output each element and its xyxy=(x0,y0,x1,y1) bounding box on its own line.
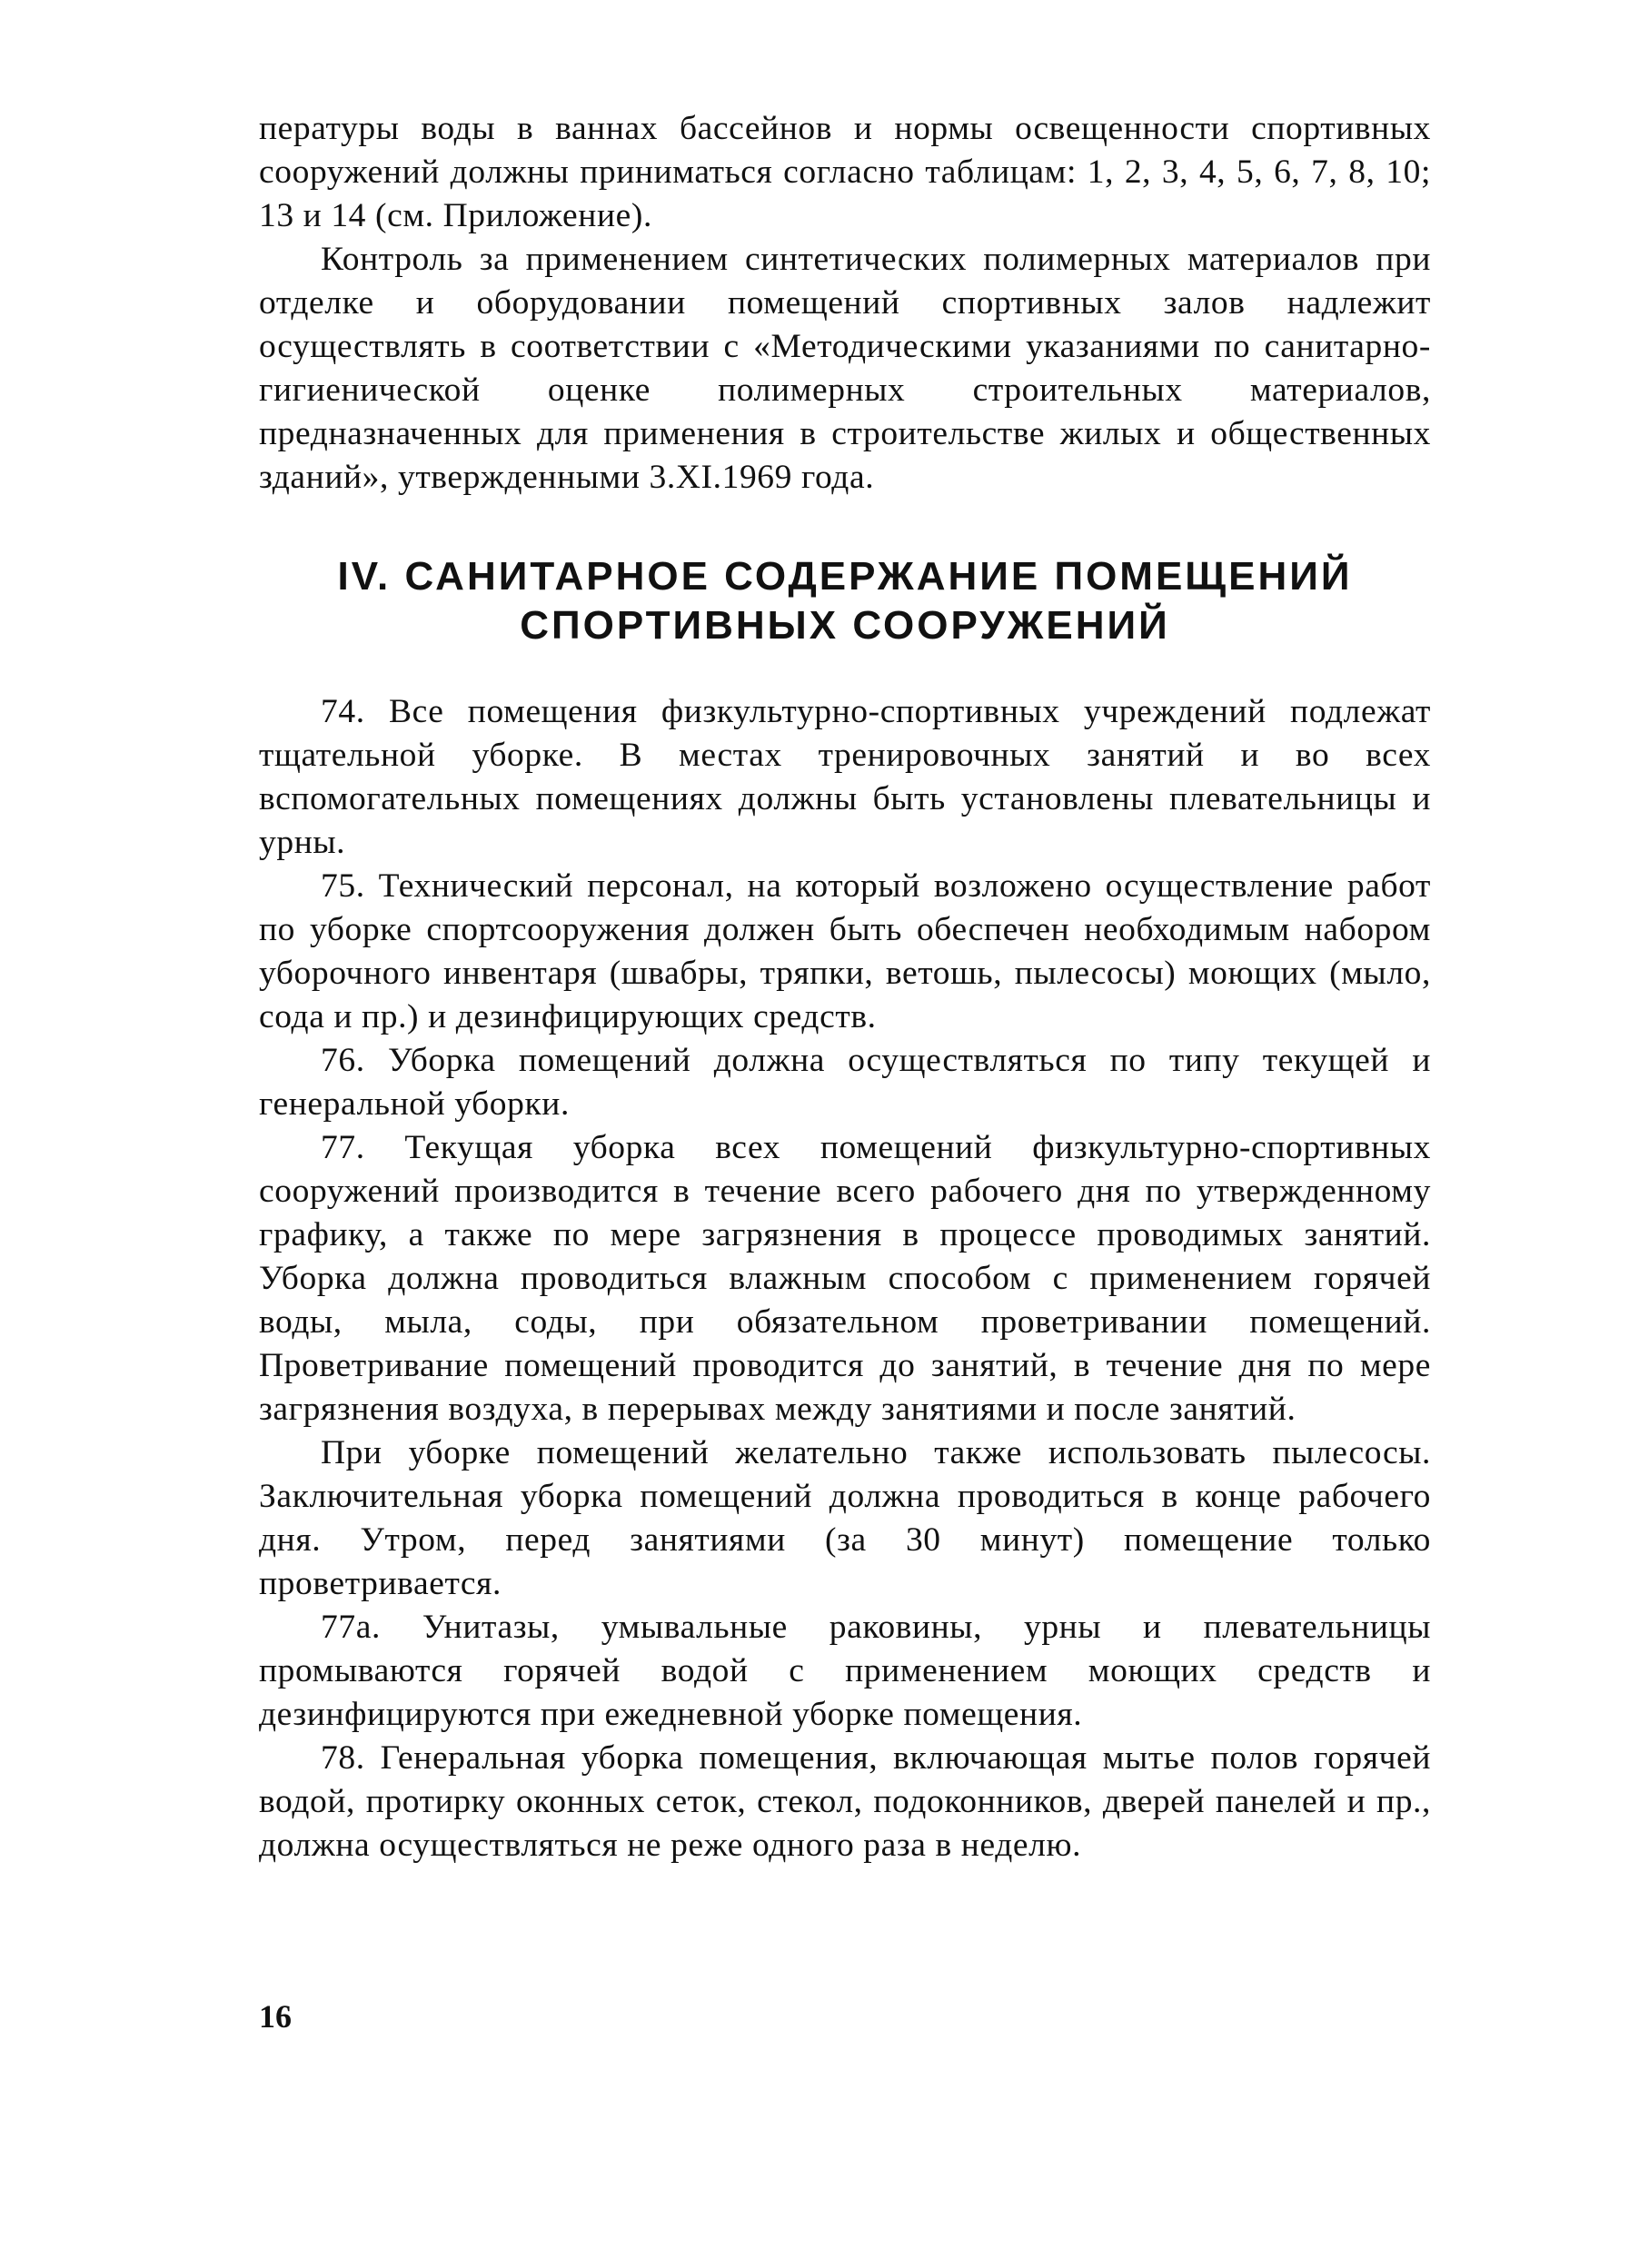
section-heading xyxy=(259,552,1431,650)
section-heading-line-2: СПОРТИВНЫХ СООРУЖЕНИЙ xyxy=(520,603,1170,648)
paragraph-77a: 77а. Унитазы, умывальные раковины, урны и плевательницы промываются горячей водой с применением моющих средств и дезинфицируются при ежедневной уборке помещения. xyxy=(259,1609,1431,1733)
paragraph-75: 75. Технический персонал, на который возложено осуществление работ по уборке спортсооружения должен быть обеспечен необходимым набором уборочного инвентаря (швабры, тряпки, ветошь, пылесосы) моющих (мыло, сода и пр.) и дезинфицирующих средств. xyxy=(259,867,1431,1035)
paragraph-77: 77. Текущая уборка всех помещений физкультурно-спортивных сооружений производится в течение всего рабочего дня по утвержденному графику, а также по мере загрязнения в процессе проводимых занятий. Уборка должна проводиться влажным способом с применением горячей воды, мыла, соды, при обязательном проветривании помещений. Проветривание помещений проводится до занятий, в течение дня по мере загрязнения воздуха, в перерывах между занятиями и после занятий. xyxy=(259,1129,1431,1428)
paragraph-continuation: пературы воды в ваннах бассейнов и нормы освещенности спортивных сооружений должны приниматься согласно таблицам: 1, 2, 3, 4, 5, 6, 7, 8, 10; 13 и 14 (см. Приложение). xyxy=(259,110,1431,234)
paragraph-74: 74. Все помещения физкультурно-спортивных учреждений подлежат тщательной уборке. В местах тренировочных занятий и во всех вспомогательных помещениях должны быть установлены плевательницы и урны. xyxy=(259,693,1431,861)
page-number: 16 xyxy=(259,1998,292,2035)
paragraph-polymer-control: Контроль за применением синтетических полимерных материалов при отделке и оборудовании помещений спортивных залов надлежит осуществлять в соответствии с «Методическими указаниями по санитарно-гигиенической оценке полимерных строительных материалов, предназначенных для применения в строительстве жилых и общественных зданий», утвержденными 3.XI.1969 года. xyxy=(259,241,1431,496)
document-page xyxy=(259,107,1431,1867)
paragraph-77-vacuum: При уборке помещений желательно также использовать пылесосы. Заключительная уборка помещений должна проводиться в конце рабочего дня. Утром, перед занятиями (за 30 минут) помещение только проветривается. xyxy=(259,1434,1431,1602)
section-heading-line-1: IV. САНИТАРНОЕ СОДЕРЖАНИЕ ПОМЕЩЕНИЙ xyxy=(337,554,1353,599)
paragraph-78: 78. Генеральная уборка помещения, включающая мытье полов горячей водой, протирку оконных сеток, стекол, подоконников, дверей панелей и пр., должна осуществляться не реже одного раза в неделю. xyxy=(259,1739,1431,1864)
paragraph-76: 76. Уборка помещений должна осуществляться по типу текущей и генеральной уборки. xyxy=(259,1042,1431,1123)
